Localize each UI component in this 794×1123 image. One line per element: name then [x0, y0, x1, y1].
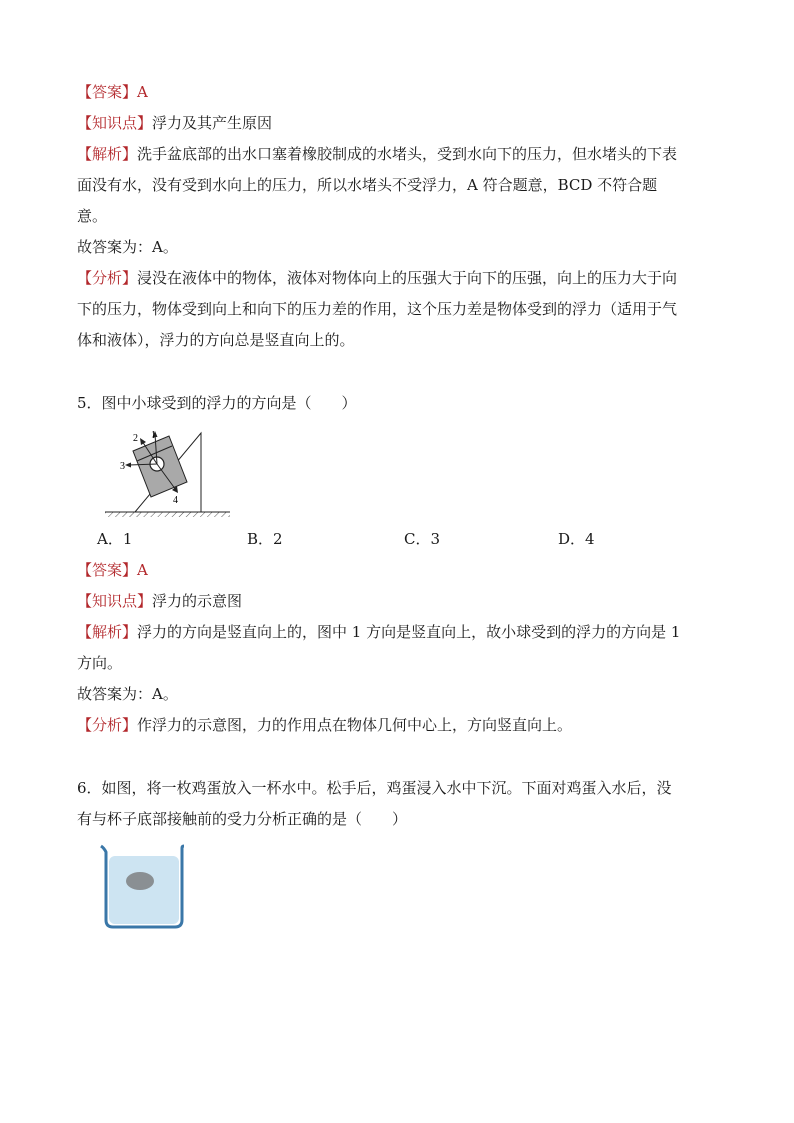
label-2: 2 [133, 433, 138, 444]
summary-text-1: 浸没在液体中的物体，液体对物体向上的压强大于向下的压强，向上的压力大于向 [137, 269, 678, 287]
answer-label: 【答案】 [77, 83, 138, 101]
q5-analysis-text-2: 方向。 [77, 654, 123, 672]
conclusion-text: 故答案为：A。 [77, 238, 178, 256]
q5-answer-row [77, 560, 148, 580]
q5-knowledge-text: 浮力的示意图 [152, 592, 243, 610]
q5-option-c: C．3 [404, 530, 441, 548]
q6-beaker-figure [98, 842, 190, 930]
q5-analysis-label: 【解析】 [77, 623, 138, 641]
q6-stem-2: 有与杯子底部接触前的受力分析正确的是（ ） [77, 810, 408, 828]
ground-hatch [105, 512, 230, 517]
knowledge-row [77, 113, 272, 133]
q5-option-b: B．2 [247, 530, 283, 548]
q5-answer-value: A [137, 561, 148, 579]
q5-knowledge-row [77, 591, 242, 611]
q6-stem-1: 6．如图，将一枚鸡蛋放入一杯水中。松手后，鸡蛋浸入水中下沉。下面对鸡蛋入水后，没 [77, 779, 672, 797]
q5-analysis-row [77, 622, 680, 642]
q5-option-d: D．4 [558, 530, 595, 548]
summary-text-2: 下的压力，物体受到向上和向下的压力差的作用，这个压力差是物体受到的浮力（适用于气 [77, 300, 678, 318]
q5-option-a: A．1 [97, 530, 133, 548]
q5-analysis-text-1: 浮力的方向是竖直向上的，图中 1 方向是竖直向上，故小球受到的浮力的方向是 1 [137, 623, 681, 641]
label-4: 4 [173, 495, 178, 506]
analysis-label: 【解析】 [77, 145, 138, 163]
knowledge-label: 【知识点】 [77, 114, 153, 132]
q5-summary-text: 作浮力的示意图，力的作用点在物体几何中心上，方向竖直向上。 [137, 716, 573, 734]
answer-value: A [137, 83, 148, 101]
analysis-text-1: 洗手盆底部的出水口塞着橡胶制成的水堵头，受到水向下的压力，但水堵头的下表 [137, 145, 678, 163]
q5-answer-label: 【答案】 [77, 561, 138, 579]
analysis-row [77, 144, 677, 164]
label-1: 1 [151, 430, 156, 441]
arrow-2-head [140, 438, 146, 445]
analysis-text-2: 面没有水，没有受到水向上的压力，所以水堵头不受浮力，A 符合题意，BCD 不符合题 [77, 176, 658, 194]
label-3: 3 [120, 461, 125, 472]
q5-figure [105, 428, 235, 520]
q5-summary-row [77, 715, 572, 735]
answer-row [77, 82, 148, 102]
summary-label: 【分析】 [77, 269, 138, 287]
q5-summary-label: 【分析】 [77, 716, 138, 734]
q5-knowledge-label: 【知识点】 [77, 592, 153, 610]
egg [126, 872, 154, 890]
arrow-3-head [125, 463, 131, 468]
knowledge-text: 浮力及其产生原因 [152, 114, 273, 132]
beaker-water [109, 856, 179, 924]
q5-conclusion-text: 故答案为：A。 [77, 685, 178, 703]
summary-row [77, 268, 677, 288]
analysis-text-3: 意。 [77, 207, 108, 225]
q5-stem: 5．图中小球受到的浮力的方向是（ ） [77, 394, 357, 412]
summary-text-3: 体和液体），浮力的方向总是竖直向上的。 [77, 331, 355, 349]
